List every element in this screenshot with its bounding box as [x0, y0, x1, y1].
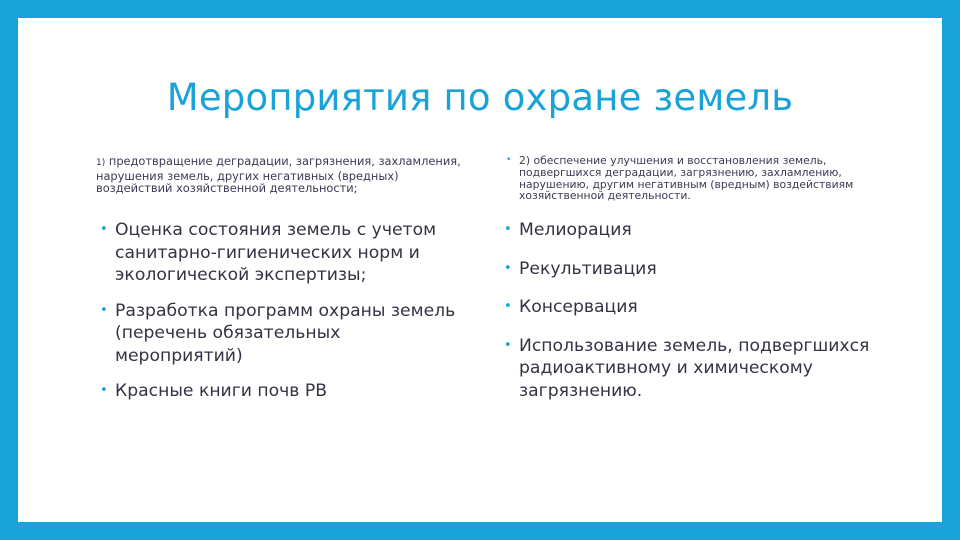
bullet-icon: •	[100, 302, 108, 318]
list-item	[500, 258, 872, 281]
list-item	[500, 335, 872, 403]
left-column-heading	[96, 155, 461, 195]
bullet-icon: •	[504, 337, 512, 353]
list-item-text: Консервация	[519, 297, 638, 317]
list-item-text: Разработка программ охраны земель (перечень обязательных мероприятий)	[115, 300, 456, 366]
list-item	[96, 380, 468, 403]
bullet-icon: •	[504, 222, 512, 237]
bullet-icon: •	[504, 260, 512, 276]
list-item	[500, 296, 872, 319]
list-item-text: Мелиорация	[519, 220, 632, 240]
left-heading-number: 1)	[96, 158, 106, 168]
list-item	[500, 219, 872, 242]
right-heading-bullet-icon: •	[506, 155, 512, 165]
bullet-icon: •	[100, 222, 108, 237]
list-item	[96, 300, 468, 368]
list-item	[96, 219, 468, 287]
right-column-heading	[500, 155, 889, 202]
left-bullet-list	[96, 219, 468, 416]
right-heading-text: 2) обеспечение улучшения и восстановления земель, подвергшихся деградации, загрязнению, захламлению, нарушению, другим негативным (вредным) воздействиям хозяйственной деятельности.	[519, 154, 854, 203]
slide-title: Мероприятия по охране земель	[166, 76, 794, 119]
list-item-text: Рекультивация	[519, 258, 657, 279]
left-heading-text	[96, 155, 461, 195]
bullet-icon: •	[100, 383, 108, 398]
list-item-text: Красные книги почв РВ	[115, 381, 328, 401]
bullet-icon: •	[504, 299, 512, 314]
list-item-text: Оценка состояния земель с учетом санитарно-гигиенических норм и экологической экспертизы;	[115, 220, 437, 285]
right-bullet-list	[500, 219, 872, 418]
list-item-text: Использование земель, подвергшихся радиоактивному и химическому загрязнению.	[519, 335, 870, 401]
left-heading-body: предотвращение деградации, загрязнения, захламления, нарушения земель, других негативных (вредных) воздействий хозяйственной деятельности;	[96, 154, 461, 196]
